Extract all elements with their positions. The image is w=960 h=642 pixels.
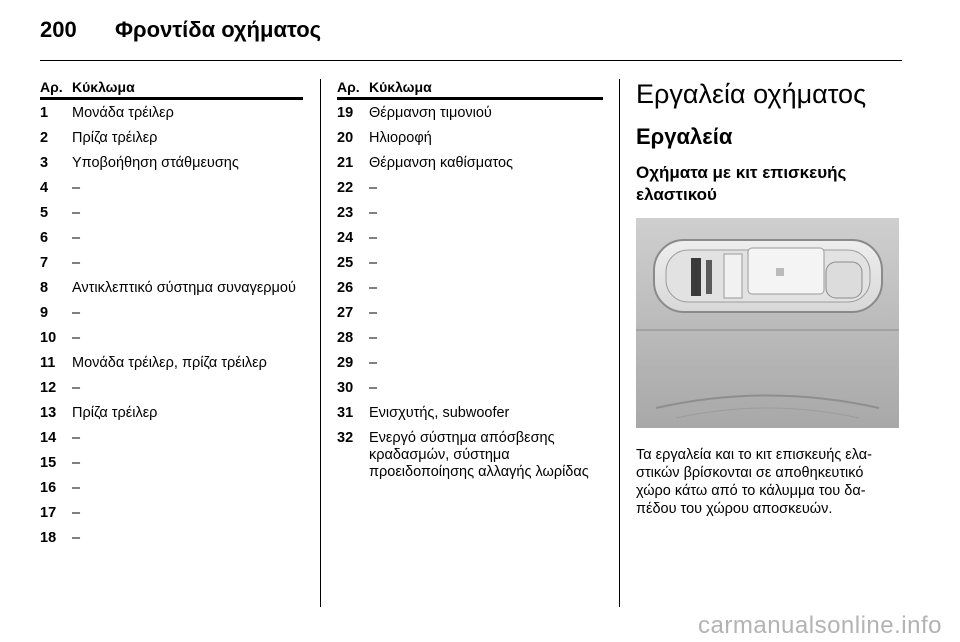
column-header-circuit: Κύκλωμα	[369, 79, 432, 95]
fuse-number: 26	[337, 280, 354, 296]
tools-section	[636, 78, 902, 518]
fuse-number: 20	[337, 130, 354, 146]
fuse-number: 3	[40, 155, 49, 171]
table-row	[337, 405, 603, 422]
table-row	[337, 355, 603, 372]
fuse-number: 12	[40, 380, 57, 396]
fuse-number: 18	[40, 530, 57, 546]
table-row	[40, 430, 303, 447]
table-row	[40, 530, 303, 547]
table-row	[40, 480, 303, 497]
tire-repair-kit-photo	[636, 218, 899, 428]
watermark: carmanualsonline.info	[698, 612, 942, 639]
column-divider	[320, 79, 321, 607]
fuse-number: 32	[337, 430, 354, 446]
fuse-number: 24	[337, 230, 354, 246]
subsection-heading: Εργαλεία	[636, 124, 733, 149]
circuit-description: –	[369, 355, 378, 371]
circuit-description: Μονάδα τρέιλερ	[72, 105, 174, 121]
circuit-description: Ενισχυτής, subwoofer	[369, 405, 510, 421]
table-body	[337, 105, 603, 481]
fuse-number: 9	[40, 305, 49, 321]
header-rule	[40, 60, 902, 61]
circuit-description: –	[369, 180, 378, 196]
page-title: Φροντίδα οχήματος	[115, 17, 322, 42]
table-row	[337, 205, 603, 222]
table-row	[40, 255, 303, 272]
fuse-number: 27	[337, 305, 354, 321]
table-row	[337, 180, 603, 197]
table-row	[337, 330, 603, 347]
topic-heading: Οχήματα με κιτ επισκευής ελαστικού	[636, 163, 847, 204]
table-row	[337, 130, 603, 147]
table-row	[337, 255, 603, 272]
table-row	[337, 105, 603, 122]
fuse-number: 1	[40, 105, 49, 121]
column-header-circuit: Κύκλωμα	[72, 79, 135, 95]
circuit-description: –	[72, 180, 81, 196]
table-row	[337, 430, 603, 481]
fuse-table-left	[40, 79, 303, 555]
circuit-description: –	[72, 430, 81, 446]
table-row	[40, 305, 303, 322]
fuse-number: 13	[40, 405, 57, 421]
table-row	[40, 355, 303, 372]
fuse-number: 4	[40, 180, 49, 196]
fuse-table-middle	[337, 79, 603, 489]
circuit-description: –	[72, 505, 81, 521]
fuse-number: 30	[337, 380, 354, 396]
circuit-description: –	[369, 205, 378, 221]
table-header	[337, 79, 603, 95]
table-row	[40, 105, 303, 122]
table-header-rule	[337, 97, 603, 100]
fuse-number: 25	[337, 255, 354, 271]
circuit-description: –	[72, 330, 81, 346]
table-row	[40, 455, 303, 472]
circuit-description: –	[369, 330, 378, 346]
circuit-description: –	[72, 480, 81, 496]
table-row	[40, 230, 303, 247]
fuse-number: 2	[40, 130, 49, 146]
fuse-number: 15	[40, 455, 57, 471]
table-row	[40, 405, 303, 422]
column-header-number: Αρ.	[337, 79, 360, 95]
fuse-number: 28	[337, 330, 354, 346]
fuse-number: 6	[40, 230, 49, 246]
fuse-number: 23	[337, 205, 354, 221]
circuit-description: Υποβοήθηση στάθμευσης	[72, 155, 239, 171]
table-row	[40, 130, 303, 147]
fuse-number: 29	[337, 355, 354, 371]
fuse-number: 7	[40, 255, 49, 271]
column-header-number: Αρ.	[40, 79, 63, 95]
table-row	[40, 505, 303, 522]
circuit-description: Ηλιοροφή	[369, 130, 432, 146]
circuit-description: –	[72, 455, 81, 471]
table-row	[337, 230, 603, 247]
table-row	[337, 380, 603, 397]
photo-caption: Τα εργαλεία και το κιτ επισκευής ελα-στικών βρίσκονται σε αποθηκευτικό χώρο κάτω από το κάλυμμα του δα-πέδου του χώρου αποσκευών.	[636, 447, 872, 517]
table-row	[40, 180, 303, 197]
table-header-rule	[40, 97, 303, 100]
fuse-number: 8	[40, 280, 49, 296]
circuit-description: Πρίζα τρέιλερ	[72, 130, 158, 146]
circuit-description: –	[369, 305, 378, 321]
table-row	[337, 305, 603, 322]
fuse-number: 17	[40, 505, 57, 521]
table-body	[40, 105, 303, 547]
circuit-description: –	[369, 255, 378, 271]
column-divider	[619, 79, 620, 607]
circuit-description: Θέρμανση τιμονιού	[369, 105, 492, 121]
circuit-description: –	[72, 205, 81, 221]
circuit-description: –	[369, 280, 378, 296]
circuit-description: –	[72, 530, 81, 546]
circuit-description: Ενεργό σύστημα απόσβεσης κραδασμών, σύστημα προειδοποίησης αλλαγής λωρίδας	[369, 430, 589, 480]
table-header	[40, 79, 303, 95]
table-row	[40, 155, 303, 172]
fuse-number: 22	[337, 180, 354, 196]
circuit-description: –	[72, 305, 81, 321]
fuse-number: 19	[337, 105, 354, 121]
circuit-description: –	[369, 380, 378, 396]
section-heading: Εργαλεία οχήματος	[636, 79, 867, 109]
table-row	[40, 280, 303, 297]
tire-repair-kit-illustration	[636, 218, 899, 428]
fuse-number: 16	[40, 480, 57, 496]
circuit-description: –	[72, 230, 81, 246]
table-row	[40, 330, 303, 347]
table-row	[337, 155, 603, 172]
table-row	[337, 280, 603, 297]
table-row	[40, 205, 303, 222]
fuse-number: 21	[337, 155, 354, 171]
fuse-number: 31	[337, 405, 354, 421]
circuit-description: –	[72, 380, 81, 396]
circuit-description: –	[369, 230, 378, 246]
fuse-number: 10	[40, 330, 57, 346]
circuit-description: Θέρμανση καθίσματος	[369, 155, 514, 171]
fuse-number: 11	[40, 355, 56, 371]
table-row	[40, 380, 303, 397]
page-number: 200	[40, 17, 77, 42]
fuse-number: 5	[40, 205, 49, 221]
fuse-number: 14	[40, 430, 57, 446]
circuit-description: Αντικλεπτικό σύστημα συναγερμού	[72, 280, 296, 296]
circuit-description: Πρίζα τρέιλερ	[72, 405, 158, 421]
circuit-description: –	[72, 255, 81, 271]
circuit-description: Μονάδα τρέιλερ, πρίζα τρέιλερ	[72, 355, 267, 371]
